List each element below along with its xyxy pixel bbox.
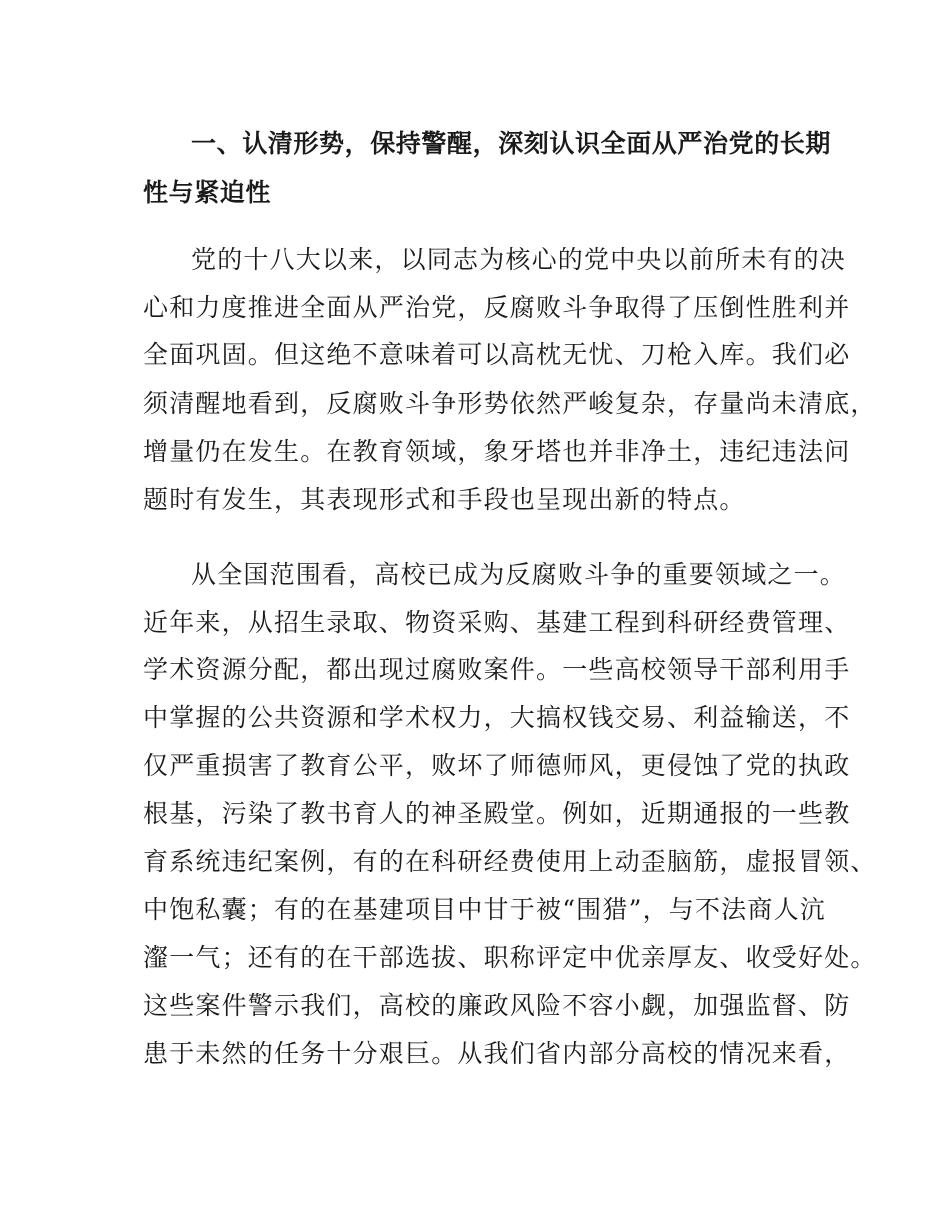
section-heading-line-2: 性与紧迫性 [143,178,272,207]
paragraph-1-line-3: 全面巩固。但这绝不意味着可以高枕无忧、刀枪入库。我们必 [143,340,851,369]
paragraph-2-line-10: 这些案件警示我们，高校的廉政风险不容小觑，加强监督、防 [143,991,851,1020]
paragraph-1-line-2: 心和力度推进全面从严治党，反腐败斗争取得了压倒性胜利并 [143,293,851,322]
paragraph-2-line-2: 近年来，从招生录取、物资采购、基建工程到科研经费管理、 [143,608,851,637]
paragraph-2-line-7: 育系统违纪案例，有的在科研经费使用上动歪脑筋，虚报冒领、 [143,847,877,876]
paragraph-2-line-8: 中饱私囊；有的在基建项目中甘于被“围猎”，与不法商人沆 [143,895,826,924]
section-heading-line-1: 一、认清形势，保持警醒，深刻认识全面从严治党的长期 [191,129,832,158]
paragraph-2-line-3: 学术资源分配，都出现过腐败案件。一些高校领导干部利用手 [143,655,851,684]
paragraph-1-line-6: 题时有发生，其表现形式和手段也呈现出新的特点。 [143,485,746,514]
paragraph-2-line-6: 根基，污染了教书育人的神圣殿堂。例如，近期通报的一些教 [143,799,851,828]
paragraph-1-line-4: 须清醒地看到，反腐败斗争形势依然严峻复杂，存量尚未清底， [143,389,877,418]
paragraph-2-line-11: 患于未然的任务十分艰巨。从我们省内部分高校的情况来看， [143,1039,851,1068]
paragraph-1-line-5: 增量仍在发生。在教育领域，象牙塔也并非净土，违纪违法问 [143,437,851,466]
paragraph-2-line-4: 中掌握的公共资源和学术权力，大搞权钱交易、利益输送，不 [143,703,851,732]
paragraph-2-line-5: 仅严重损害了教育公平，败坏了师德师风，更侵蚀了党的执政 [143,751,851,780]
paragraph-1-line-1: 党的十八大以来，以同志为核心的党中央以前所未有的决 [191,245,847,274]
paragraph-2-line-9: 瀣一气；还有的在干部选拔、职称评定中优亲厚友、收受好处。 [143,943,877,972]
paragraph-2-line-1: 从全国范围看，高校已成为反腐败斗争的重要领域之一。 [191,560,847,589]
